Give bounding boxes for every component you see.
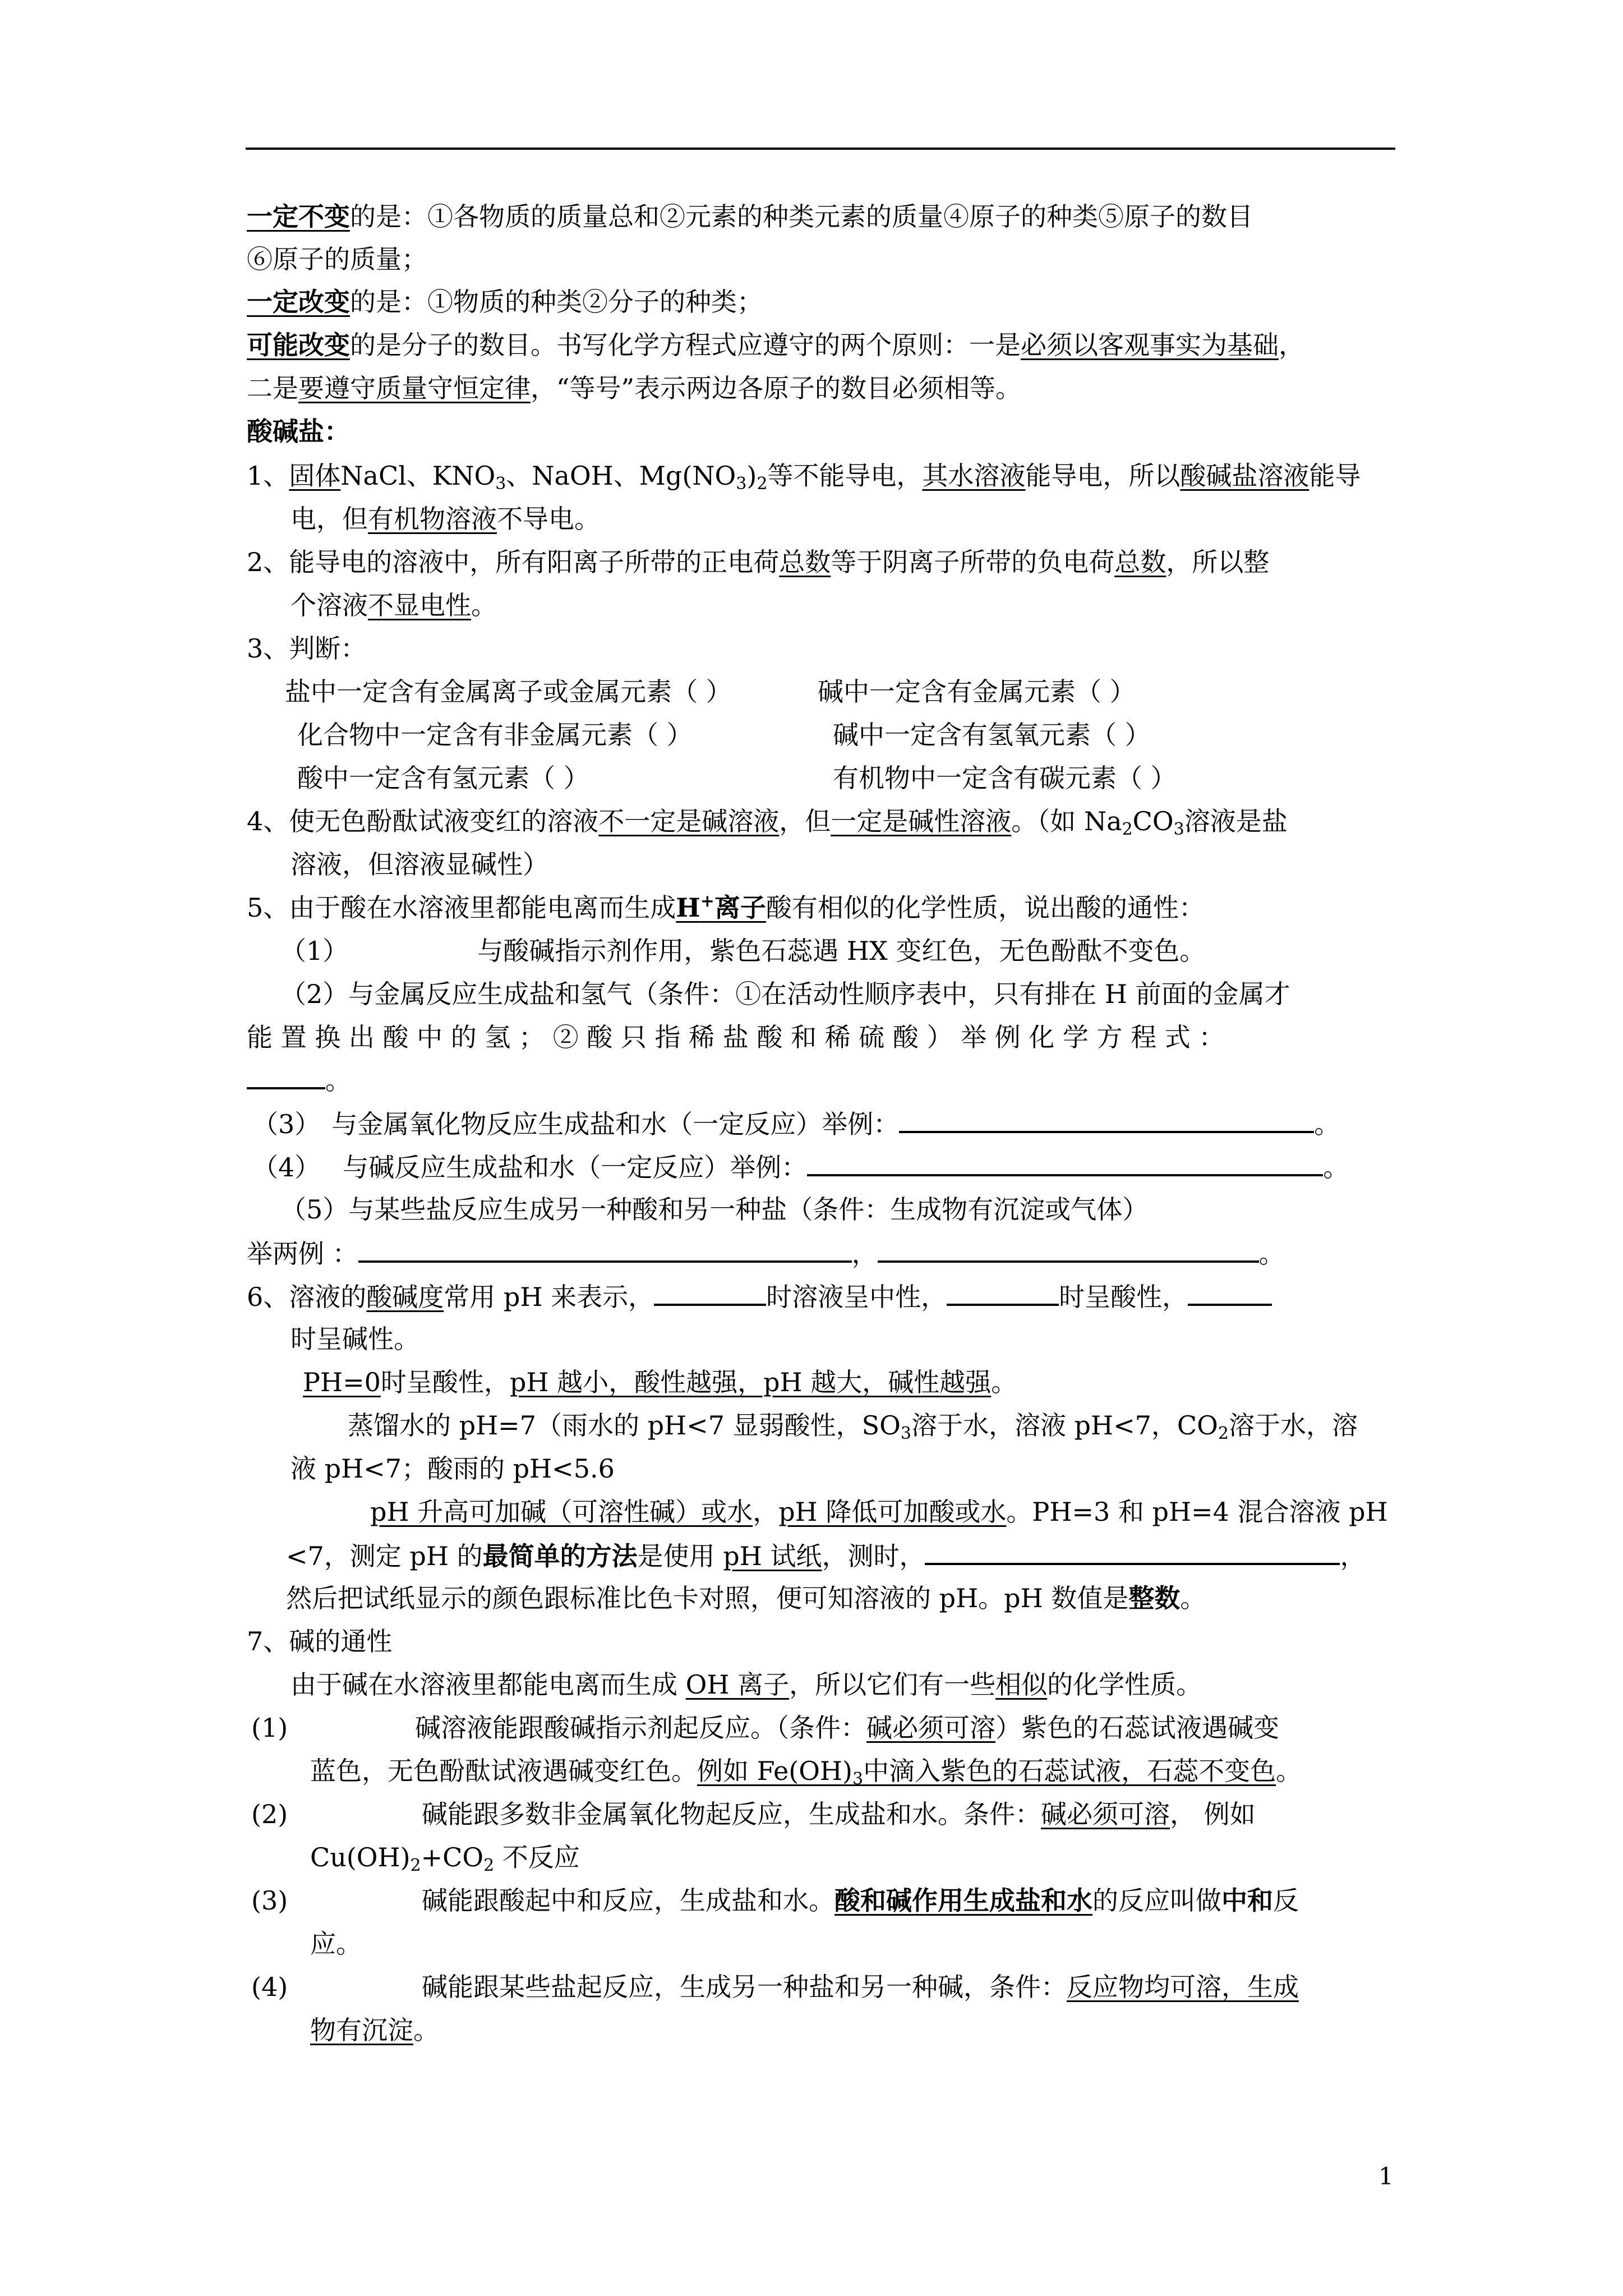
item-1-line-1: 1、固体NaCl、$KNO_3$、NaOH、$Mg(NO_3)_2$等不能导电，其水溶液能导电，所以酸碱盐溶液能导 [247,461,1361,494]
judge-right-3: 有机物中一定含有碳元素（ ） [833,763,1177,793]
item-7-intro: 由于碱在水溶液里都能电离而生成 OH 离子，所以它们有一些相似的化学性质。 [291,1669,1202,1700]
answer-blank[interactable] [654,1279,766,1306]
base-prop-4b: 物有沉淀。 [310,2015,439,2045]
conservation-line-3: 一定改变的是：①物质的种类②分子的种类； [247,287,763,317]
item-2-line-2: 个溶液不显电性。 [291,590,497,620]
answer-blank[interactable] [1188,1279,1272,1306]
header-rule [246,148,1395,150]
keyword: 一定改变 [247,287,350,317]
answer-blank[interactable] [807,1149,1323,1176]
base-prop-1b: 蓝色，无色酚酞试液遇碱变红色。例如 $Fe(OH)_3$中滴入紫色的石蕊试液，石蕊不变色。 [310,1756,1302,1789]
answer-blank[interactable] [899,1106,1314,1133]
page-number: 1 [1378,2162,1394,2190]
answer-blank[interactable] [358,1236,852,1263]
section-title: 酸碱盐： [247,416,350,447]
conservation-line-1: 一定不变的是：①各物质的质量总和②元素的种类元素的质量④原子的种类⑤原子的数目 [247,201,1253,232]
item-6-line-8: 然后把试纸显示的颜色跟标准比色卡对照，便可知溶液的 pH。pH 数值是整数。 [286,1583,1206,1613]
item-6-line-3: PH=0时呈酸性，pH 越小，酸性越强，pH 越大，碱性越强。 [303,1367,1017,1397]
item-6-line-1: 6、溶液的酸碱度常用 pH 来表示， 时溶液呈中性， 时呈酸性， [247,1279,1272,1314]
judge-right-1: 碱中一定含有金属元素（ ） [818,677,1136,707]
item-5-prop-5: （5）与某些盐反应生成另一种酸和另一种盐（条件：生成物有沉淀或气体） [280,1194,1149,1225]
item-6-line-7: <7，测定 pH 的最简单的方法是使用 pH 试纸，测时， ， [286,1538,1366,1573]
item-2-line-1: 2、能导电的溶液中，所有阳离子所带的正电荷总数等于阴离子所带的负电荷总数，所以整 [247,547,1270,577]
judge-right-2: 碱中一定含有氢氧元素（ ） [833,720,1151,750]
item-5-prop-4: （4） 与碱反应生成盐和水（一定反应）举例： 。 [252,1149,1349,1184]
item-5-prop-3: （3） 与金属氧化物反应生成盐和水（一定反应）举例： 。 [252,1106,1340,1141]
item-6-line-2: 时呈碱性。 [291,1324,419,1354]
item-6-line-4: 蒸馏水的 pH=7（雨水的 pH<7 显弱酸性，$SO_3$溶于水，溶液 pH<7，$CO_2$溶于水，溶 [348,1410,1358,1443]
item-6-line-5: 液 pH<7；酸雨的 pH<5.6 [291,1453,615,1484]
example-underline: 例如 $Fe(OH)_3$中滴入紫色的石蕊试液，石蕊不变色 [697,1756,1276,1789]
keyword: 可能改变 [247,330,350,360]
item-6-line-6: pH 升高可加碱（可溶性碱）或水，pH 降低可加酸或水。PH=3 和 pH=4 混合溶液 pH [370,1497,1388,1527]
base-prop-4: 碱能跟某些盐起反应，生成另一种盐和另一种碱，条件：反应物均可溶，生成 [422,1972,1299,2002]
base-prop-4-num: (4) [251,1972,288,2002]
base-prop-2: 碱能跟多数非金属氧化物起反应，生成盐和水。条件：碱必须可溶， 例如 [422,1799,1256,1829]
item-5-line-1: 5、由于酸在水溶液里都能电离而生成H+离子酸有相似的化学性质，说出酸的通性： [247,891,1205,923]
item-5-prop-2b: 能 置 换 出 酸 中 的 氢 ； ② 酸 只 指 稀 盐 酸 和 稀 硫 酸 ） 举 例 化 学 方 程 式 ： [247,1022,1225,1052]
conservation-line-5: 二是要遵守质量守恒定律，“等号”表示两边各原子的数目必须相等。 [247,373,1022,403]
h-ion: H+离子 [676,891,766,923]
judge-left-1: 盐中一定含有金属离子或金属元素（ ） [285,677,732,707]
base-prop-2-num: (2) [251,1799,288,1829]
item-4-line-1: 4、使无色酚酞试液变红的溶液不一定是碱溶液，但一定是碱性溶液。（如 $Na_2CO_3$溶液是盐 [247,806,1288,839]
keyword: 一定不变 [247,201,350,232]
item-5-prop-2c: 。 [247,1062,351,1097]
answer-blank[interactable] [247,1062,325,1089]
base-prop-1-num: (1) [251,1713,288,1743]
base-prop-1: 碱溶液能跟酸碱指示剂起反应。（条件：碱必须可溶）紫色的石蕊试液遇碱变 [415,1713,1279,1743]
base-prop-3b: 应。 [310,1929,362,1959]
item-5-prop-1: （1） 与酸碱指示剂作用，紫色石蕊遇 HX 变红色，无色酚酞不变色。 [280,936,1206,966]
judge-left-2: 化合物中一定含有非金属元素（ ） [297,720,693,750]
conservation-line-2: ⑥原子的质量； [247,244,427,274]
item-4-line-2: 溶液，但溶液显碱性） [291,849,548,880]
item-7-title: 7、碱的通性 [247,1626,393,1657]
item-5-prop-2: （2）与金属反应生成盐和氢气（条件：①在活动性顺序表中，只有排在 H 前面的金属才 [280,979,1290,1009]
conservation-line-4: 可能改变的是分子的数目。书写化学方程式应遵守的两个原则：一是必须以客观事实为基础， [247,330,1304,360]
item-3-title: 3、判断： [247,633,367,664]
item-5-prop-5b: 举两例 ： ， 。 [247,1236,1285,1271]
base-prop-3: 碱能跟酸起中和反应，生成盐和水。酸和碱作用生成盐和水的反应叫做中和反 [422,1885,1299,1916]
answer-blank[interactable] [947,1279,1059,1306]
base-prop-2b: $Cu(OH)_2+CO_2$ 不反应 [310,1842,580,1875]
base-prop-3-num: (3) [251,1885,288,1916]
item-1-line-2: 电，但有机物溶液不导电。 [291,504,600,534]
answer-blank[interactable] [925,1538,1340,1565]
judge-left-3: 酸中一定含有氢元素（ ） [297,763,589,793]
answer-blank[interactable] [878,1236,1259,1263]
